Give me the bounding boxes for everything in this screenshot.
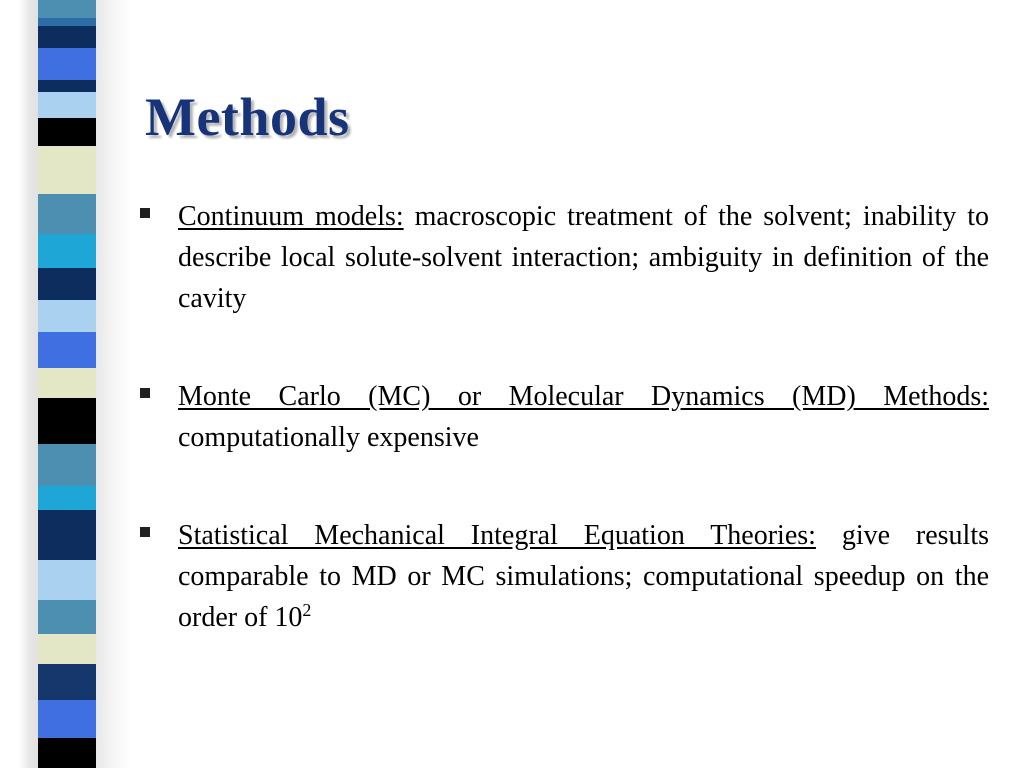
- stripe-block: [38, 368, 96, 398]
- stripe-block: [38, 398, 96, 444]
- slide-title: Methods: [145, 87, 350, 147]
- bullet-text: [178, 515, 989, 638]
- stripe-block: [38, 26, 96, 48]
- stripe-block: [38, 664, 96, 700]
- bullet-superscript: 2: [302, 600, 312, 620]
- stripe-block: [38, 600, 96, 634]
- stripe-block: [38, 738, 96, 768]
- bullet-square-icon: [140, 208, 150, 218]
- stripe-block: [38, 118, 96, 146]
- stripe-block: [38, 560, 96, 600]
- stripe-block: [38, 234, 96, 268]
- bullet-text: [178, 376, 989, 458]
- bullet-term: Continuum models:: [178, 201, 404, 232]
- bullet-description: give results comparable to MD or MC simulations; computational speedup on the order of 10: [178, 520, 990, 633]
- stripe-block: [38, 444, 96, 486]
- bullet-term: Monte Carlo (MC) or Molecular Dynamics (MD) Methods:: [178, 381, 989, 412]
- bullet-description: computationally expensive: [178, 422, 479, 453]
- bullet-text: [178, 196, 989, 319]
- stripe-block: [38, 92, 96, 118]
- stripe-block: [38, 194, 96, 234]
- stripe-block: [38, 0, 96, 18]
- stripe-block: [38, 486, 96, 510]
- stripe-block: [38, 80, 96, 92]
- stripe-block: [38, 300, 96, 332]
- stripe-block: [38, 146, 96, 194]
- stripe-block: [38, 18, 96, 26]
- stripe-block: [38, 332, 96, 368]
- stripe-block: [38, 48, 96, 80]
- bullet-square-icon: [140, 527, 150, 537]
- stripe-block: [38, 634, 96, 664]
- stripe-block: [38, 510, 96, 560]
- bullet-description: macroscopic treatment of the solvent; inability to describe local solute-solvent interaction; ambiguity in definition of the cavity: [178, 201, 989, 314]
- bullet-term: Statistical Mechanical Integral Equation Theories:: [178, 520, 816, 551]
- bullet-square-icon: [140, 388, 150, 398]
- stripe-block: [38, 268, 96, 300]
- stripe-block: [38, 700, 96, 738]
